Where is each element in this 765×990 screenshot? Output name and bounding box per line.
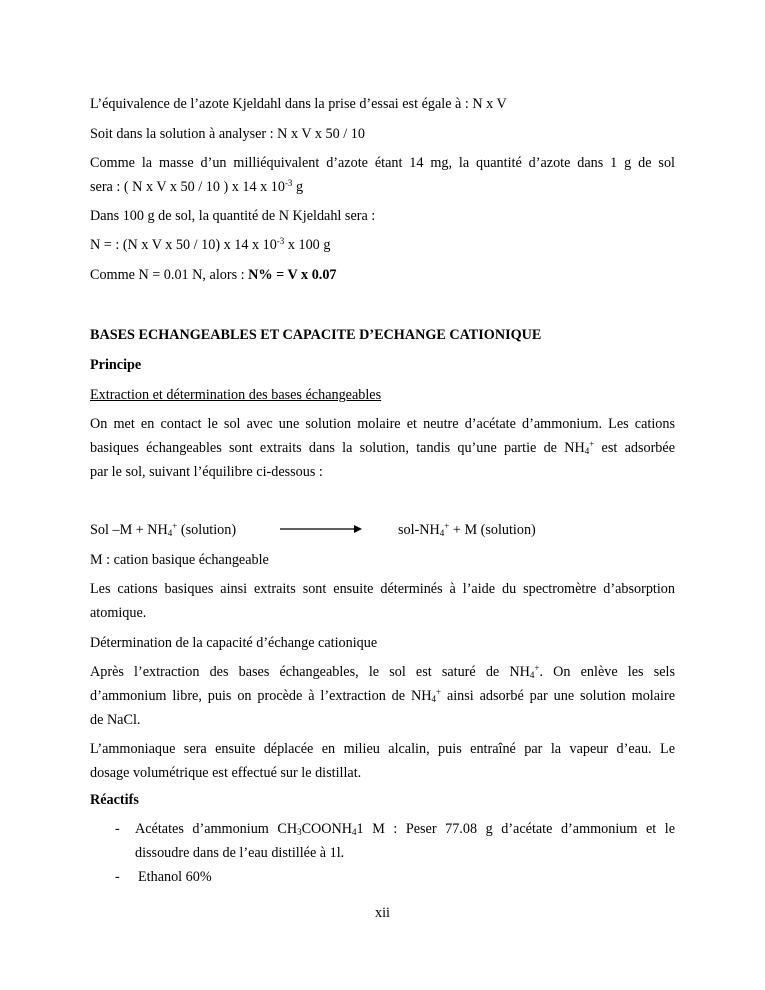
bullet-item bbox=[90, 817, 675, 865]
text-span: x 100 g bbox=[284, 237, 331, 253]
equation-left bbox=[90, 523, 236, 537]
text-span: Comme N = 0.01 N, alors : bbox=[90, 267, 249, 283]
superscript: + bbox=[435, 687, 442, 697]
superscript: -3 bbox=[276, 236, 285, 246]
page-number: xii bbox=[375, 905, 390, 921]
text-line bbox=[90, 175, 675, 199]
text-span: basiques échangeables sont extraits dans la solution, tandis qu’une partie de NH bbox=[90, 440, 585, 456]
text-line: L’ammoniaque sera ensuite déplacée en milieu alcalin, puis entraîné par la vapeur d’eau. Le bbox=[90, 741, 675, 757]
text-line: Ethanol 60% bbox=[138, 869, 212, 885]
subscript: 4 bbox=[431, 694, 436, 704]
paragraph bbox=[90, 737, 675, 785]
text-line: par le sol, suivant l’équilibre ci-dessous : bbox=[90, 464, 323, 480]
text-span: est adsorbée bbox=[594, 440, 675, 456]
subscript: 3 bbox=[297, 827, 302, 837]
text-line: atomique. bbox=[90, 605, 147, 621]
subscript: 4 bbox=[352, 827, 357, 837]
superscript: -3 bbox=[284, 178, 293, 188]
superscript: + bbox=[444, 521, 450, 531]
text-line: On met en contact le sol avec une solution molaire et neutre d’acétate d’ammonium. Les cations bbox=[90, 416, 675, 432]
text-line: M : cation basique échangeable bbox=[90, 552, 269, 568]
subheading-principe: Principe bbox=[90, 357, 142, 373]
text-line: Soit dans la solution à analyser : N x V x 50 / 10 bbox=[90, 126, 365, 142]
text-span: + M (solution) bbox=[449, 522, 536, 538]
text-line bbox=[90, 660, 675, 684]
text-line: Comme la masse d’un milliéquivalent d’azote étant 14 mg, la quantité d’azote dans 1 g de sol bbox=[90, 155, 675, 171]
subheading-cec: Détermination de la capacité d’échange cationique bbox=[90, 635, 378, 651]
subheading-reactifs: Réactifs bbox=[90, 792, 139, 808]
text-line bbox=[90, 684, 675, 708]
superscript: + bbox=[589, 439, 595, 449]
text-span: Sol –M + NH bbox=[90, 522, 168, 538]
text-line: L’équivalence de l’azote Kjeldahl dans la prise d’essai est égale à : N x V bbox=[90, 96, 507, 112]
reaction-arrow-icon bbox=[280, 523, 362, 535]
text-span: sol-NH bbox=[398, 522, 440, 538]
text-span: . On enlève les sels bbox=[539, 664, 675, 680]
text-span: 1 M : Peser 77.08 g d’acétate d’ammonium et le bbox=[356, 821, 675, 837]
paragraph bbox=[90, 151, 675, 199]
section-heading: BASES ECHANGEABLES ET CAPACITE D’ECHANGE CATIONIQUE bbox=[90, 327, 542, 343]
superscript: + bbox=[172, 521, 178, 531]
underlined-title: Extraction et détermination des bases échangeables bbox=[90, 387, 382, 403]
subheading-extraction bbox=[90, 388, 381, 402]
text-span: Après l’extraction des bases échangeables, le sol est saturé de NH bbox=[90, 664, 530, 680]
text-span: sera : ( N x V x 50 / 10 ) x 14 x 10 bbox=[90, 179, 285, 195]
text-span: d’ammonium libre, puis on procède à l’extraction de NH bbox=[90, 688, 432, 704]
text-span: COONH bbox=[301, 821, 353, 837]
text-line bbox=[90, 238, 330, 252]
subscript: 4 bbox=[584, 446, 590, 456]
text-line bbox=[135, 817, 675, 841]
text-line bbox=[90, 268, 337, 282]
text-line: dosage volumétrique est effectué sur le distillat. bbox=[90, 765, 362, 781]
text-span: Acétates d’ammonium CH bbox=[135, 821, 298, 837]
text-span: ainsi adsorbé par une solution molaire bbox=[441, 688, 675, 704]
subscript: 4 bbox=[167, 528, 173, 538]
text-line: Dans 100 g de sol, la quantité de N Kjeldahl sera : bbox=[90, 208, 376, 224]
text-span: g bbox=[292, 179, 304, 195]
superscript: + bbox=[534, 663, 540, 673]
subscript: 4 bbox=[439, 528, 445, 538]
paragraph bbox=[90, 577, 675, 625]
text-line: Les cations basiques ainsi extraits sont ensuite déterminés à l’aide du spectromètre d’absorption bbox=[90, 581, 675, 597]
text-line: dissoudre dans de l’eau distillée à 1l. bbox=[135, 845, 345, 861]
paragraph bbox=[90, 660, 675, 732]
text-line bbox=[90, 436, 675, 460]
bullet-dash: - bbox=[115, 821, 120, 837]
text-span: (solution) bbox=[177, 522, 237, 538]
equation-right bbox=[398, 523, 536, 537]
bullet-item bbox=[90, 865, 675, 889]
text-line: de NaCl. bbox=[90, 712, 141, 728]
bold-formula: N% = V x 0.07 bbox=[248, 267, 337, 283]
text-span: N = : (N x V x 50 / 10) x 14 x 10 bbox=[90, 237, 277, 253]
subscript: 4 bbox=[529, 670, 535, 680]
paragraph bbox=[90, 412, 675, 484]
bullet-dash: - bbox=[115, 869, 120, 885]
